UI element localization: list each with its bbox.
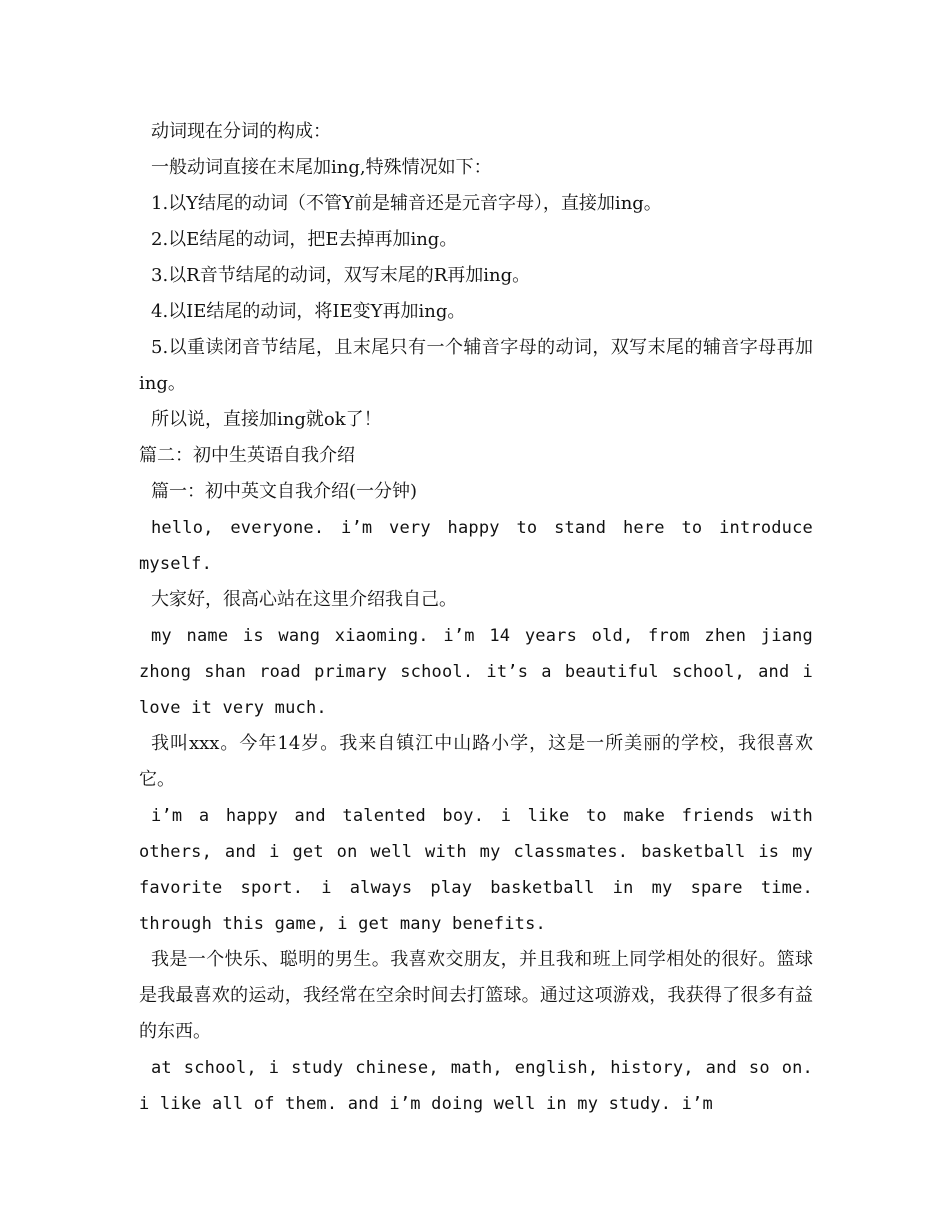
paragraph-rule-4: 4.以IE结尾的动词，将IE变Y再加ing。 (151, 301, 466, 322)
paragraph-english-hobbies: i’m a happy and talented boy. i like to make friends with others, and i get on well with my classmates. basketball is my favorite sport. i always play basketball in my spare time. through this game, i get many benefits. (139, 806, 813, 934)
paragraph-english-name-school: my name is wang xiaoming. i’m 14 years old, from zhen jiang zhong shan road primary school. it’s a beautiful school, and i love it very much. (139, 626, 813, 718)
paragraph-rule-2: 2.以E结尾的动词，把E去掉再加ing。 (151, 229, 458, 250)
paragraph-heading-verb-participle: 动词现在分词的构成： (151, 121, 331, 142)
paragraph-rule-5: 5.以重读闭音节结尾，且末尾只有一个辅音字母的动词，双写末尾的辅音字母再加ing。 (139, 337, 813, 394)
paragraph-chinese-greeting: 大家好，很高心站在这里介绍我自己。 (151, 589, 457, 610)
section-title-part-one: 篇一：初中英文自我介绍(一分钟) (151, 481, 418, 502)
paragraph-english-greeting: hello, everyone. i’m very happy to stand here to introduce myself. (139, 518, 813, 574)
paragraph-rule-1: 1.以Y结尾的动词（不管Y前是辅音还是元音字母），直接加ing。 (151, 193, 662, 214)
paragraph-chinese-hobbies: 我是一个快乐、聪明的男生。我喜欢交朋友，并且我和班上同学相处的很好。篮球是我最喜欢的运动，我经常在空余时间去打篮球。通过这项游戏，我获得了很多有益的东西。 (139, 949, 813, 1042)
paragraph-conclusion: 所以说，直接加ing就ok了！ (151, 409, 382, 430)
section-title-part-two: 篇二：初中生英语自我介绍 (139, 445, 355, 466)
paragraph-rule-3: 3.以R音节结尾的动词，双写末尾的R再加ing。 (151, 265, 531, 286)
paragraph-english-study: at school, i study chinese, math, english, history, and so on. i like all of them. and i’m doing well in my study. i’m (139, 1058, 813, 1114)
paragraph-general-rule: 一般动词直接在末尾加ing,特殊情况如下： (151, 157, 492, 178)
document-body (139, 114, 813, 1122)
paragraph-chinese-name-school: 我叫xxx。今年14岁。我来自镇江中山路小学，这是一所美丽的学校，我很喜欢它。 (139, 733, 813, 790)
